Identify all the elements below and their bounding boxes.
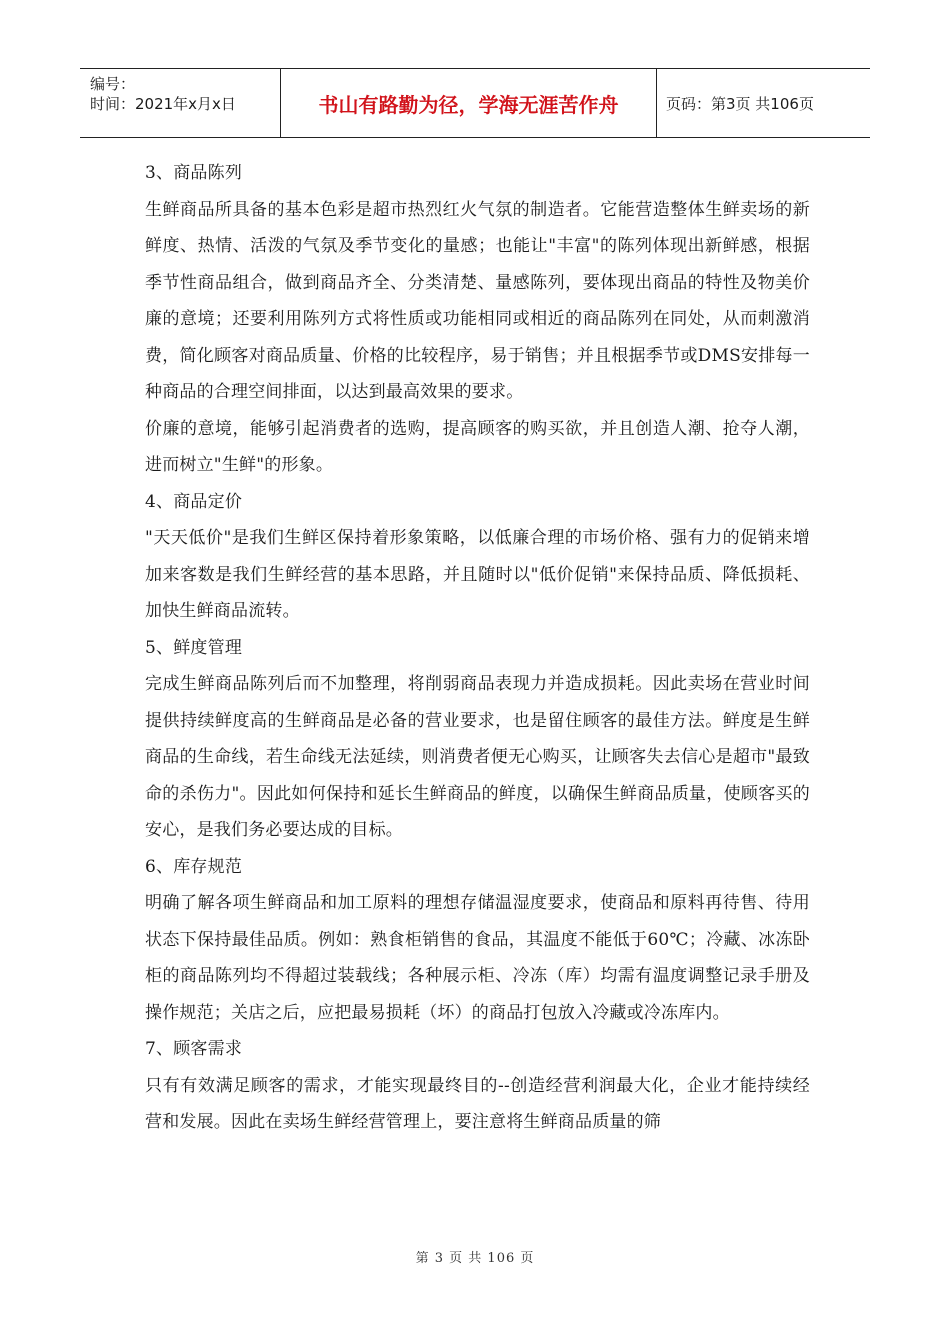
body-paragraph: 明确了解各项生鲜商品和加工原料的理想存储温湿度要求，使商品和原料再待售、待用状态下保持最佳品质。例如：熟食柜销售的食品，其温度不能低于60℃；冷藏、冰冻卧柜的商品陈列均不得超过装载线；各种展示柜、冷冻（库）均需有温度调整记录手册及操作规范；关店之后，应把最易损耗（坏）的商品打包放入冷藏或冷冻库内。 xyxy=(145,893,810,1023)
header-page-info: 页码：第3页 共106页 xyxy=(666,94,814,113)
document-body xyxy=(145,155,810,1141)
section-heading: 6、库存规范 xyxy=(145,856,243,877)
body-paragraph: 完成生鲜商品陈列后而不加整理，将削弱商品表现力并造成损耗。因此卖场在营业时间提供持续鲜度高的生鲜商品是必备的营业要求，也是留住顾客的最佳方法。鲜度是生鲜商品的生命线，若生命线无法延续，则消费者便无心购买，让顾客失去信心是超市"最致命的杀伤力"。因此如何保持和延长生鲜商品的鲜度，以确保生鲜商品质量，使顾客买的安心，是我们务必要达成的目标。 xyxy=(145,674,810,840)
document-date: 时间：2021年x月x日 xyxy=(90,95,236,113)
section-heading: 4、商品定价 xyxy=(145,491,243,512)
document-number-label: 编号： xyxy=(90,75,136,93)
section-heading: 3、商品陈列 xyxy=(145,163,243,183)
header-motto: 书山有路勤为径，学海无涯苦作舟 xyxy=(281,69,657,137)
page-footer: 第 3 页 共 106 页 xyxy=(415,1251,535,1266)
body-paragraph: 价廉的意境，能够引起消费者的选购，提高顾客的购买欲，并且创造人潮、抢夺人潮，进而树立"生鲜"的形象。 xyxy=(145,418,810,475)
page-header xyxy=(80,68,870,138)
body-paragraph: 只有有效满足顾客的需求，才能实现最终目的--创造经营利润最大化，企业才能持续经营和发展。因此在卖场生鲜经营管理上，要注意将生鲜商品质量的筛 xyxy=(145,1075,810,1132)
header-meta xyxy=(80,69,281,137)
body-paragraph: "天天低价"是我们生鲜区保持着形象策略，以低廉合理的市场价格、强有力的促销来增加来客数是我们生鲜经营的基本思路，并且随时以"低价促销"来保持品质、降低损耗、加快生鲜商品流转。 xyxy=(145,528,810,621)
section-heading: 7、顾客需求 xyxy=(145,1039,243,1059)
section-heading: 5、鲜度管理 xyxy=(145,637,243,658)
body-paragraph: 生鲜商品所具备的基本色彩是超市热烈红火气氛的制造者。它能营造整体生鲜卖场的新鲜度、热情、活泼的气氛及季节变化的量感；也能让"丰富"的陈列体现出新鲜感，根据季节性商品组合，做到商品齐全、分类清楚、量感陈列，要体现出商品的特性及物美价廉的意境；还要利用陈列方式将性质或功能相同或相近的商品陈列在同处，从而刺激消费，简化顾客对商品质量、价格的比较程序，易于销售；并且根据季节或DMS安排每一种商品的合理空间排面，以达到最高效果的要求。 xyxy=(145,199,810,402)
